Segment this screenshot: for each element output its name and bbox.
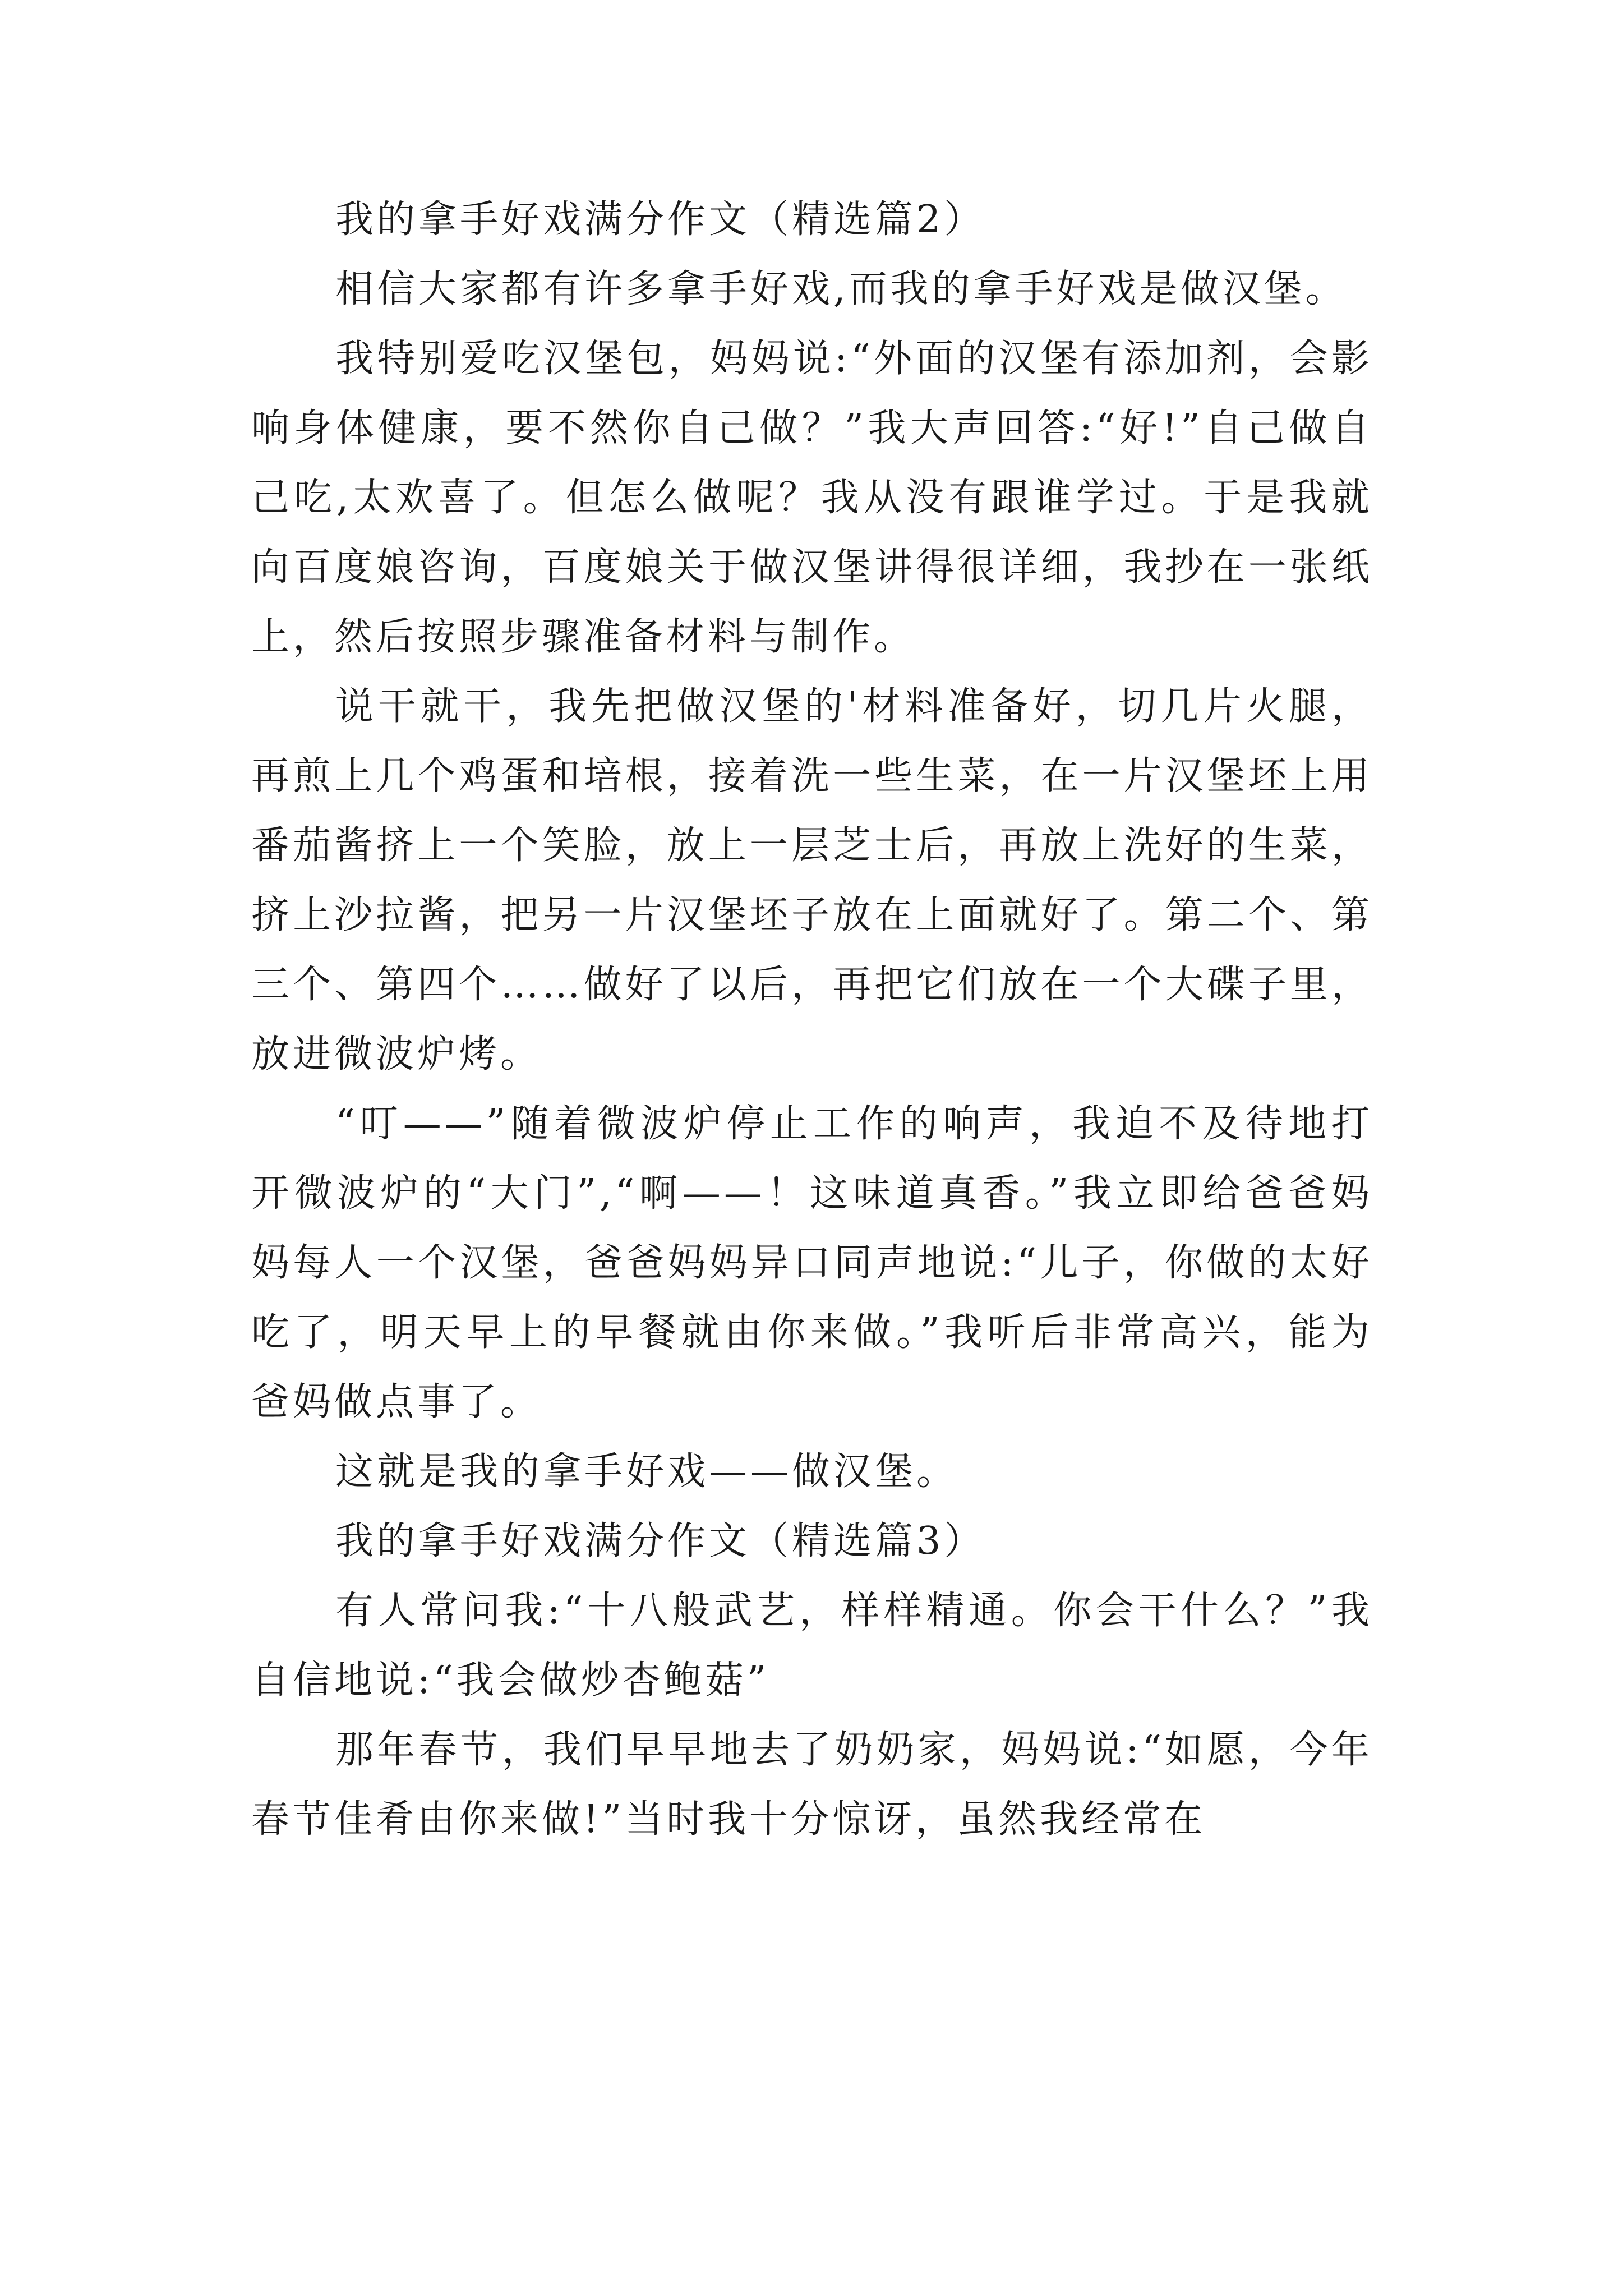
paragraph: 相信大家都有许多拿手好戏,而我的拿手好戏是做汉堡。 <box>335 267 1347 311</box>
paragraph: 这就是我的拿手好戏——做汉堡。 <box>335 1450 958 1494</box>
section-heading: 我的拿手好戏满分作文（精选篇2） <box>335 197 986 242</box>
paragraph: 有人常问我:“十八般武艺，样样精通。你会干什么？”我自信地说:“我会做炒杏鲍菇” <box>251 1589 1373 1703</box>
document-body <box>251 185 1373 1855</box>
paragraph: 说干就干，我先把做汉堡的'材料准备好，切几片火腿，再煎上几个鸡蛋和培根，接着洗一些生菜，在一片汉堡坯上用番茄酱挤上一个笑脸，放上一层芝士后，再放上洗好的生菜，挤上沙拉酱，把另一片汉堡坯子放在上面就好了。第二个、第三个、第四个……做好了以后，再把它们放在一个大碟子里，放进微波炉烤。 <box>251 684 1373 1076</box>
paragraph: 我特别爱吃汉堡包，妈妈说:“外面的汉堡有添加剂，会影响身体健康，要不然你自己做？”我大声回答:“好!”自己做自己吃,太欢喜了。但怎么做呢？我从没有跟谁学过。于是我就向百度娘咨询，百度娘关于做汉堡讲得很详细，我抄在一张纸上，然后按照步骤准备材料与制作。 <box>251 337 1373 659</box>
section-heading: 我的拿手好戏满分作文（精选篇3） <box>335 1519 986 1563</box>
paragraph: 那年春节，我们早早地去了奶奶家，妈妈说:“如愿，今年春节佳肴由你来做!”当时我十分惊讶，虽然我经常在 <box>251 1728 1373 1842</box>
paragraph: “叮——”随着微波炉停止工作的响声，我迫不及待地打开微波炉的“大门”,“啊——！这味道真香。”我立即给爸爸妈妈每人一个汉堡，爸爸妈妈异口同声地说:“儿子，你做的太好吃了，明天早上的早餐就由你来做。”我听后非常高兴，能为爸妈做点事了。 <box>251 1102 1373 1424</box>
